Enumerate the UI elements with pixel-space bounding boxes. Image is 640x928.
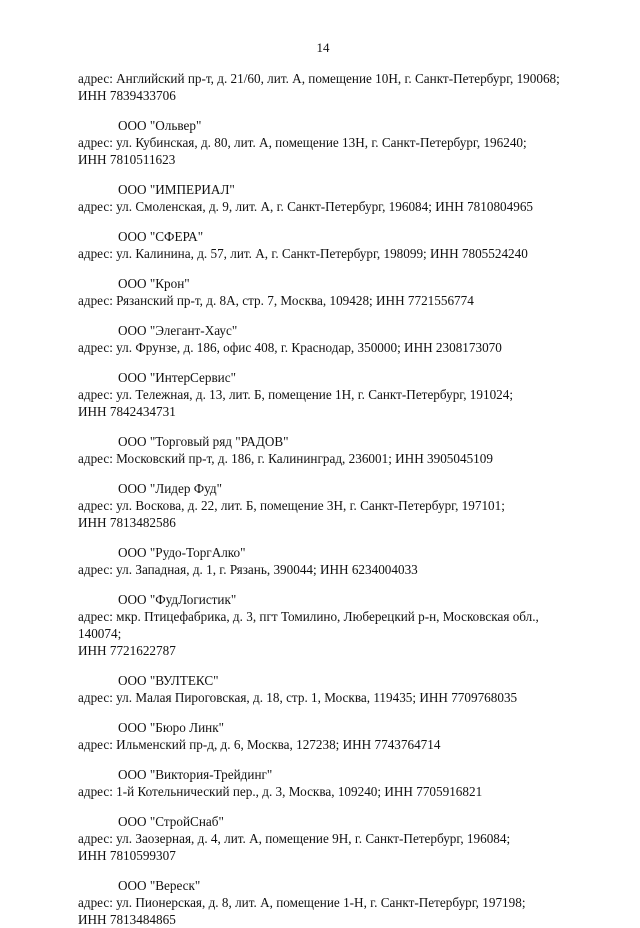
organization-name: ООО "ВУЛТЕКС" [118,673,219,688]
organization-entry [78,719,588,753]
address-line: адрес: ул. Малая Пироговская, д. 18, стр. 1, Москва, 119435; ИНН 7709768035 [78,690,518,705]
organization-list [78,70,588,928]
organization-name: ООО "Лидер Фуд" [118,481,222,496]
address-line: адрес: Английский пр-т, д. 21/60, лит. А, помещение 10Н, г. Санкт-Петербург, 190068; [78,71,560,86]
organization-entry [78,766,588,800]
organization-name: ООО "Виктория-Трейдинг" [118,767,273,782]
organization-name: ООО "СФЕРА" [118,229,204,244]
address-line: ИНН 7721622787 [78,643,176,658]
address-line: ИНН 7842434731 [78,404,176,419]
organization-entry [78,117,588,168]
address-line: адрес: ул. Калинина, д. 57, лит. А, г. Санкт-Петербург, 198099; ИНН 7805524240 [78,246,528,261]
organization-entry [78,228,588,262]
address-line: ИНН 7810599307 [78,848,176,863]
address-line: ИНН 7813482586 [78,515,176,530]
address-line: адрес: Ильменский пр-д, д. 6, Москва, 127238; ИНН 7743764714 [78,737,441,752]
address-line: ИНН 7813484865 [78,912,176,927]
address-line: адрес: ул. Западная, д. 1, г. Рязань, 390044; ИНН 6234004033 [78,562,418,577]
address-line: адрес: мкр. Птицефабрика, д. 3, пгт Томилино, Люберецкий р-н, Московская обл., [78,609,539,624]
organization-name: ООО "Ольвер" [118,118,202,133]
organization-entry [78,70,588,104]
address-line: адрес: Московский пр-т, д. 186, г. Калининград, 236001; ИНН 3905045109 [78,451,493,466]
organization-name: ООО "ФудЛогистик" [118,592,237,607]
address-line: 140074; [78,626,122,641]
organization-entry [78,672,588,706]
organization-entry [78,433,588,467]
page-number: 14 [316,40,330,55]
organization-name: ООО "СтройСнаб" [118,814,224,829]
organization-entry [78,369,588,420]
organization-name: ООО "ИМПЕРИАЛ" [118,182,235,197]
address-line: ИНН 7839433706 [78,88,176,103]
organization-name: ООО "Крон" [118,276,190,291]
organization-name: ООО "ИнтерСервис" [118,370,236,385]
address-line: адрес: ул. Фрунзе, д. 186, офис 408, г. Краснодар, 350000; ИНН 2308173070 [78,340,502,355]
organization-name: ООО "Торговый ряд "РАДОВ" [118,434,289,449]
address-line: адрес: ул. Кубинская, д. 80, лит. А, помещение 13Н, г. Санкт-Петербург, 196240; [78,135,527,150]
organization-entry [78,480,588,531]
address-line: ИНН 7810511623 [78,152,176,167]
organization-entry [78,322,588,356]
address-line: адрес: ул. Воскова, д. 22, лит. Б, помещение 3Н, г. Санкт-Петербург, 197101; [78,498,505,513]
organization-name: ООО "Элегант-Хаус" [118,323,238,338]
organization-entry [78,591,588,659]
organization-entry [78,813,588,864]
address-line: адрес: Рязанский пр-т, д. 8А, стр. 7, Москва, 109428; ИНН 7721556774 [78,293,474,308]
address-line: адрес: ул. Пионерская, д. 8, лит. А, помещение 1-Н, г. Санкт-Петербург, 197198; [78,895,526,910]
organization-entry [78,544,588,578]
organization-entry [78,877,588,928]
organization-name: ООО "Бюро Линк" [118,720,225,735]
address-line: адрес: ул. Тележная, д. 13, лит. Б, помещение 1Н, г. Санкт-Петербург, 191024; [78,387,514,402]
organization-entry [78,181,588,215]
organization-name: ООО "Рудо-ТоргАлко" [118,545,246,560]
organization-name: ООО "Вереск" [118,878,201,893]
address-line: адрес: ул. Смоленская, д. 9, лит. А, г. Санкт-Петербург, 196084; ИНН 7810804965 [78,199,534,214]
organization-entry [78,275,588,309]
address-line: адрес: ул. Заозерная, д. 4, лит. А, помещение 9Н, г. Санкт-Петербург, 196084; [78,831,511,846]
address-line: адрес: 1-й Котельнический пер., д. 3, Москва, 109240; ИНН 7705916821 [78,784,483,799]
